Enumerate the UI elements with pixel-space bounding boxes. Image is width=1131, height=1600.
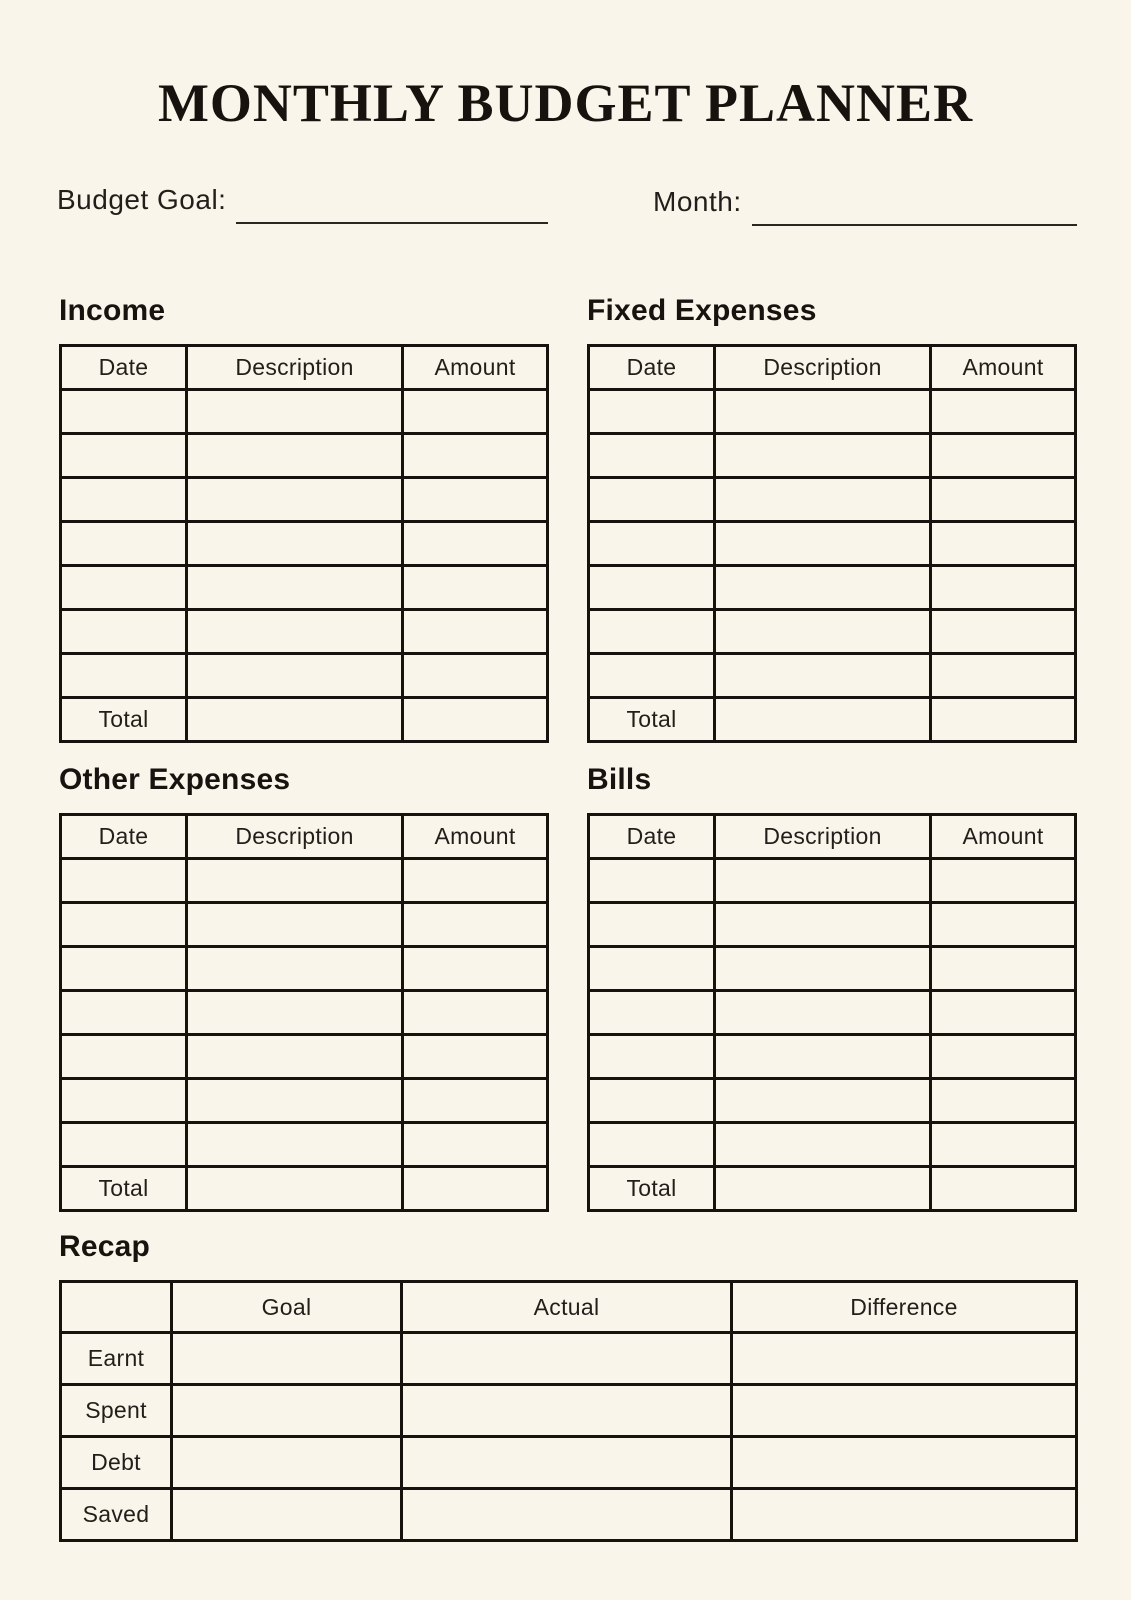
empty-cell — [172, 1489, 402, 1541]
empty-cell — [589, 903, 715, 947]
other-expenses-header-row — [61, 815, 548, 859]
page-title: MONTHLY BUDGET PLANNER — [157, 73, 974, 133]
empty-cell — [187, 566, 403, 610]
table-row — [61, 390, 548, 434]
total-description-cell — [187, 698, 403, 742]
empty-cell — [403, 1035, 548, 1079]
empty-cell — [589, 859, 715, 903]
empty-cell — [61, 1079, 187, 1123]
empty-cell — [402, 1437, 732, 1489]
total-description-cell — [715, 1167, 931, 1211]
column-header-difference: Difference — [732, 1282, 1077, 1333]
column-header-amount: Amount — [931, 346, 1076, 390]
other-expenses-section — [59, 763, 549, 1212]
empty-cell — [187, 434, 403, 478]
table-row — [61, 610, 548, 654]
empty-cell — [589, 434, 715, 478]
budget-goal-label: Budget Goal: — [57, 184, 227, 215]
empty-cell — [931, 654, 1076, 698]
empty-cell — [61, 1035, 187, 1079]
table-row — [589, 947, 1076, 991]
recap-header-row — [61, 1282, 1077, 1333]
empty-cell — [187, 390, 403, 434]
empty-cell — [403, 947, 548, 991]
empty-cell — [931, 947, 1076, 991]
month-field — [653, 186, 1077, 218]
empty-cell — [715, 1035, 931, 1079]
empty-cell — [61, 859, 187, 903]
empty-cell — [61, 947, 187, 991]
column-header-description: Description — [715, 815, 931, 859]
empty-cell — [403, 390, 548, 434]
column-header-amount: Amount — [403, 815, 548, 859]
empty-cell — [715, 947, 931, 991]
empty-cell — [931, 1079, 1076, 1123]
empty-cell — [61, 478, 187, 522]
empty-cell — [61, 522, 187, 566]
total-label: Total — [589, 698, 715, 742]
fixed-expenses-header-row — [589, 346, 1076, 390]
month-write-line — [752, 224, 1077, 226]
empty-cell — [715, 1079, 931, 1123]
recap-row-earnt — [61, 1333, 1077, 1385]
other-expenses-table — [59, 813, 549, 1212]
column-header-date: Date — [589, 346, 715, 390]
empty-cell — [187, 1035, 403, 1079]
column-header-date: Date — [589, 815, 715, 859]
empty-cell — [715, 1123, 931, 1167]
month-label: Month: — [653, 186, 742, 217]
empty-cell — [715, 566, 931, 610]
empty-cell — [402, 1385, 732, 1437]
empty-cell — [187, 610, 403, 654]
empty-cell — [61, 610, 187, 654]
column-header-description: Description — [187, 815, 403, 859]
table-row — [61, 434, 548, 478]
empty-cell — [187, 478, 403, 522]
empty-cell — [172, 1385, 402, 1437]
total-label: Total — [61, 1167, 187, 1211]
budget-goal-write-line — [236, 222, 548, 224]
income-table — [59, 344, 549, 743]
table-row — [589, 1035, 1076, 1079]
total-row — [61, 698, 548, 742]
fixed-expenses-table — [587, 344, 1077, 743]
table-row — [61, 522, 548, 566]
empty-cell — [61, 1123, 187, 1167]
empty-cell — [403, 522, 548, 566]
empty-cell — [403, 1123, 548, 1167]
table-row — [589, 1123, 1076, 1167]
empty-cell — [715, 390, 931, 434]
empty-cell — [61, 991, 187, 1035]
column-header-actual: Actual — [402, 1282, 732, 1333]
empty-cell — [589, 1035, 715, 1079]
empty-cell — [732, 1385, 1077, 1437]
table-row — [589, 991, 1076, 1035]
table-row — [61, 478, 548, 522]
empty-cell — [715, 903, 931, 947]
empty-cell — [589, 1123, 715, 1167]
row-label-saved: Saved — [61, 1489, 172, 1541]
bills-section — [587, 763, 1077, 1212]
empty-cell — [187, 1079, 403, 1123]
total-row — [589, 698, 1076, 742]
empty-cell — [715, 654, 931, 698]
table-row — [61, 1035, 548, 1079]
empty-cell — [187, 654, 403, 698]
recap-table — [59, 1280, 1078, 1542]
income-section — [59, 294, 549, 743]
empty-cell — [403, 654, 548, 698]
table-row — [61, 991, 548, 1035]
income-header-row — [61, 346, 548, 390]
total-amount-cell — [931, 698, 1076, 742]
column-header-goal: Goal — [172, 1282, 402, 1333]
empty-cell — [732, 1437, 1077, 1489]
empty-cell — [403, 859, 548, 903]
empty-cell — [61, 390, 187, 434]
empty-cell — [403, 566, 548, 610]
column-header-amount: Amount — [403, 346, 548, 390]
table-row — [589, 1079, 1076, 1123]
row-label-debt: Debt — [61, 1437, 172, 1489]
empty-cell — [61, 566, 187, 610]
total-description-cell — [715, 698, 931, 742]
empty-cell — [61, 434, 187, 478]
empty-cell — [715, 478, 931, 522]
empty-cell — [931, 522, 1076, 566]
table-row — [61, 1123, 548, 1167]
table-row — [61, 654, 548, 698]
table-row — [589, 522, 1076, 566]
recap-section — [59, 1230, 1078, 1542]
empty-cell — [402, 1489, 732, 1541]
empty-cell — [589, 1079, 715, 1123]
column-header-date: Date — [61, 346, 187, 390]
empty-cell — [589, 654, 715, 698]
empty-cell — [589, 390, 715, 434]
empty-cell — [172, 1333, 402, 1385]
empty-cell — [402, 1333, 732, 1385]
empty-cell — [931, 390, 1076, 434]
empty-cell — [715, 434, 931, 478]
empty-cell — [403, 610, 548, 654]
column-header-amount: Amount — [931, 815, 1076, 859]
row-label-spent: Spent — [61, 1385, 172, 1437]
empty-cell — [403, 434, 548, 478]
empty-cell — [61, 903, 187, 947]
total-label: Total — [61, 698, 187, 742]
empty-cell — [589, 991, 715, 1035]
empty-cell — [715, 610, 931, 654]
table-row — [589, 390, 1076, 434]
table-row — [61, 947, 548, 991]
empty-cell — [61, 654, 187, 698]
column-header-date: Date — [61, 815, 187, 859]
empty-cell — [403, 903, 548, 947]
table-row — [589, 434, 1076, 478]
empty-cell — [187, 859, 403, 903]
empty-cell — [187, 903, 403, 947]
empty-cell — [187, 947, 403, 991]
table-row — [589, 859, 1076, 903]
empty-cell — [187, 1123, 403, 1167]
row-label-earnt: Earnt — [61, 1333, 172, 1385]
empty-cell — [403, 991, 548, 1035]
table-row — [61, 859, 548, 903]
empty-cell — [931, 434, 1076, 478]
empty-cell — [931, 566, 1076, 610]
empty-cell — [403, 478, 548, 522]
total-amount-cell — [403, 698, 548, 742]
empty-cell — [589, 478, 715, 522]
recap-row-debt — [61, 1437, 1077, 1489]
budget-goal-field — [57, 184, 548, 216]
bills-heading: Bills — [587, 763, 652, 796]
total-amount-cell — [403, 1167, 548, 1211]
total-row — [589, 1167, 1076, 1211]
empty-cell — [172, 1437, 402, 1489]
empty-cell — [931, 610, 1076, 654]
table-row — [61, 566, 548, 610]
empty-cell — [715, 859, 931, 903]
recap-heading: Recap — [59, 1230, 151, 1263]
empty-cell — [589, 566, 715, 610]
total-amount-cell — [931, 1167, 1076, 1211]
total-description-cell — [187, 1167, 403, 1211]
bills-header-row — [589, 815, 1076, 859]
table-row — [61, 903, 548, 947]
empty-cell — [931, 991, 1076, 1035]
recap-corner-cell — [61, 1282, 172, 1333]
table-row — [589, 478, 1076, 522]
empty-cell — [931, 1123, 1076, 1167]
income-heading: Income — [59, 294, 166, 327]
other-expenses-heading: Other Expenses — [59, 763, 291, 796]
table-row — [589, 654, 1076, 698]
empty-cell — [589, 947, 715, 991]
column-header-description: Description — [187, 346, 403, 390]
empty-cell — [715, 522, 931, 566]
table-row — [61, 1079, 548, 1123]
table-row — [589, 610, 1076, 654]
table-row — [589, 903, 1076, 947]
empty-cell — [931, 859, 1076, 903]
empty-cell — [589, 610, 715, 654]
empty-cell — [931, 903, 1076, 947]
empty-cell — [715, 991, 931, 1035]
total-label: Total — [589, 1167, 715, 1211]
empty-cell — [732, 1489, 1077, 1541]
empty-cell — [931, 1035, 1076, 1079]
table-row — [589, 566, 1076, 610]
empty-cell — [403, 1079, 548, 1123]
empty-cell — [931, 478, 1076, 522]
empty-cell — [589, 522, 715, 566]
fixed-expenses-section — [587, 294, 1077, 743]
bills-table — [587, 813, 1077, 1212]
recap-row-saved — [61, 1489, 1077, 1541]
empty-cell — [187, 991, 403, 1035]
column-header-description: Description — [715, 346, 931, 390]
empty-cell — [187, 522, 403, 566]
total-row — [61, 1167, 548, 1211]
fixed-expenses-heading: Fixed Expenses — [587, 294, 817, 327]
empty-cell — [732, 1333, 1077, 1385]
recap-row-spent — [61, 1385, 1077, 1437]
